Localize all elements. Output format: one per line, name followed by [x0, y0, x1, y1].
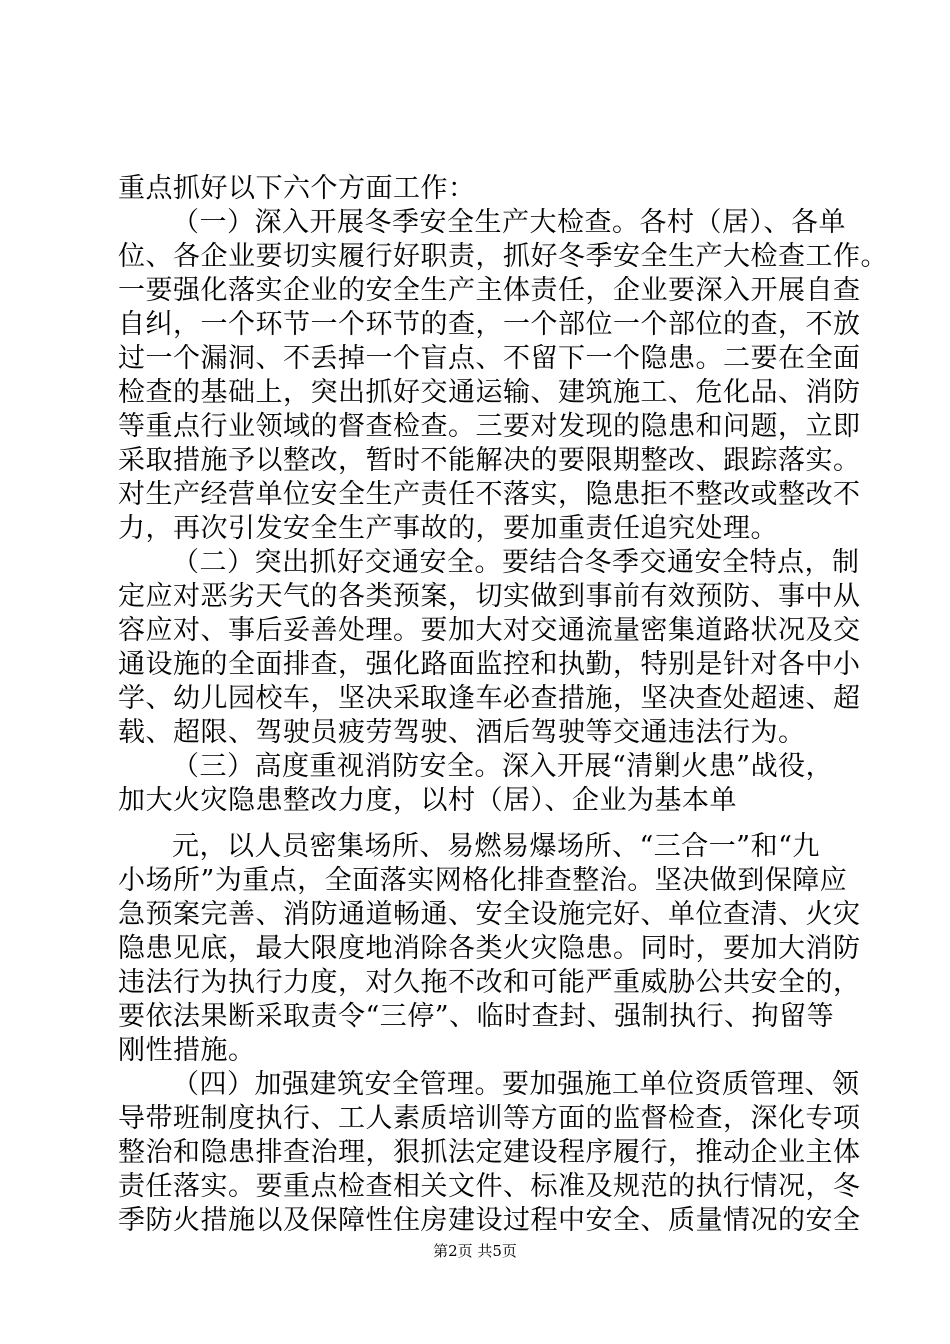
- text-line: 隐患见底，最大限度地消除各类火灾隐患。同时，要加大消防: [118, 933, 861, 964]
- text-line: 一要强化落实企业的安全生产主体责任，企业要深入开展自查: [118, 275, 861, 306]
- text-line: 元，以人员密集场所、易燃易爆场所、“三合一”和“九: [172, 831, 820, 862]
- text-line: 整治和隐患排查治理，狠抓法定建设程序履行，推动企业主体: [118, 1137, 861, 1168]
- text-line: 责任落实。要重点检查相关文件、标准及规范的执行情况，冬: [118, 1171, 861, 1202]
- text-line: 重点抓好以下六个方面工作：: [118, 173, 476, 204]
- paragraph-2-start: （二）突出抓好交通安全。要结合冬季交通安全特点，制: [172, 547, 860, 578]
- text-line: 急预案完善、消防通道畅通、安全设施完好、单位查清、火灾: [118, 899, 861, 930]
- text-line: 采取措施予以整改，暂时不能解决的要限期整改、跟踪落实。: [118, 445, 861, 476]
- text-line: 违法行为执行力度，对久拖不改和可能严重威胁公共安全的，: [118, 967, 861, 998]
- text-line: 等重点行业领域的督查检查。三要对发现的隐患和问题，立即: [118, 411, 861, 442]
- paragraph-4-start: （四）加强建筑安全管理。要加强施工单位资质管理、领: [172, 1069, 860, 1100]
- text-line: 季防火措施以及保障性住房建设过程中安全、质量情况的安全: [118, 1205, 861, 1236]
- text-line: 通设施的全面排查，强化路面监控和执勤，特别是针对各中小: [118, 649, 861, 680]
- text-line: 载、超限、驾驶员疲劳驾驶、酒后驾驶等交通违法行为。: [118, 717, 806, 748]
- text-line: 导带班制度执行、工人素质培训等方面的监督检查，深化专项: [118, 1103, 861, 1134]
- text-line: 容应对、事后妥善处理。要加大对交通流量密集道路状况及交: [118, 615, 861, 646]
- text-line: 加大火灾隐患整改力度，以村（居）、企业为基本单: [118, 785, 737, 816]
- page-footer: 第2页 共5页: [433, 1242, 517, 1260]
- text-line: 小场所”为重点，全面落实网格化排查整治。坚决做到保障应: [118, 865, 848, 896]
- paragraph-3-start: （三）高度重视消防安全。深入开展“清剿火患”战役，: [172, 751, 834, 782]
- text-line: 位、各企业要切实履行好职责，抓好冬季安全生产大检查工作。: [118, 241, 888, 272]
- text-line: 学、幼儿园校车，坚决采取逢车必查措施，坚决查处超速、超: [118, 683, 861, 714]
- text-line: 自纠，一个环节一个环节的查，一个部位一个部位的查，不放: [118, 309, 861, 340]
- text-line: 过一个漏洞、不丢掉一个盲点、不留下一个隐患。二要在全面: [118, 343, 861, 374]
- text-line: 刚性措施。: [118, 1035, 256, 1066]
- paragraph-1-start: （一）深入开展冬季安全生产大检查。各村（居）、各单: [172, 207, 846, 238]
- text-line: 定应对恶劣天气的各类预案，切实做到事前有效预防、事中从: [118, 581, 861, 612]
- text-line: 对生产经营单位安全生产责任不落实，隐患拒不整改或整改不: [118, 479, 861, 510]
- text-line: 检查的基础上，突出抓好交通运输、建筑施工、危化品、消防: [118, 377, 861, 408]
- text-line: 要依法果断采取责令“三停”、临时查封、强制执行、拘留等: [118, 1001, 835, 1032]
- text-line: 力，再次引发安全生产事故的，要加重责任追究处理。: [118, 513, 778, 544]
